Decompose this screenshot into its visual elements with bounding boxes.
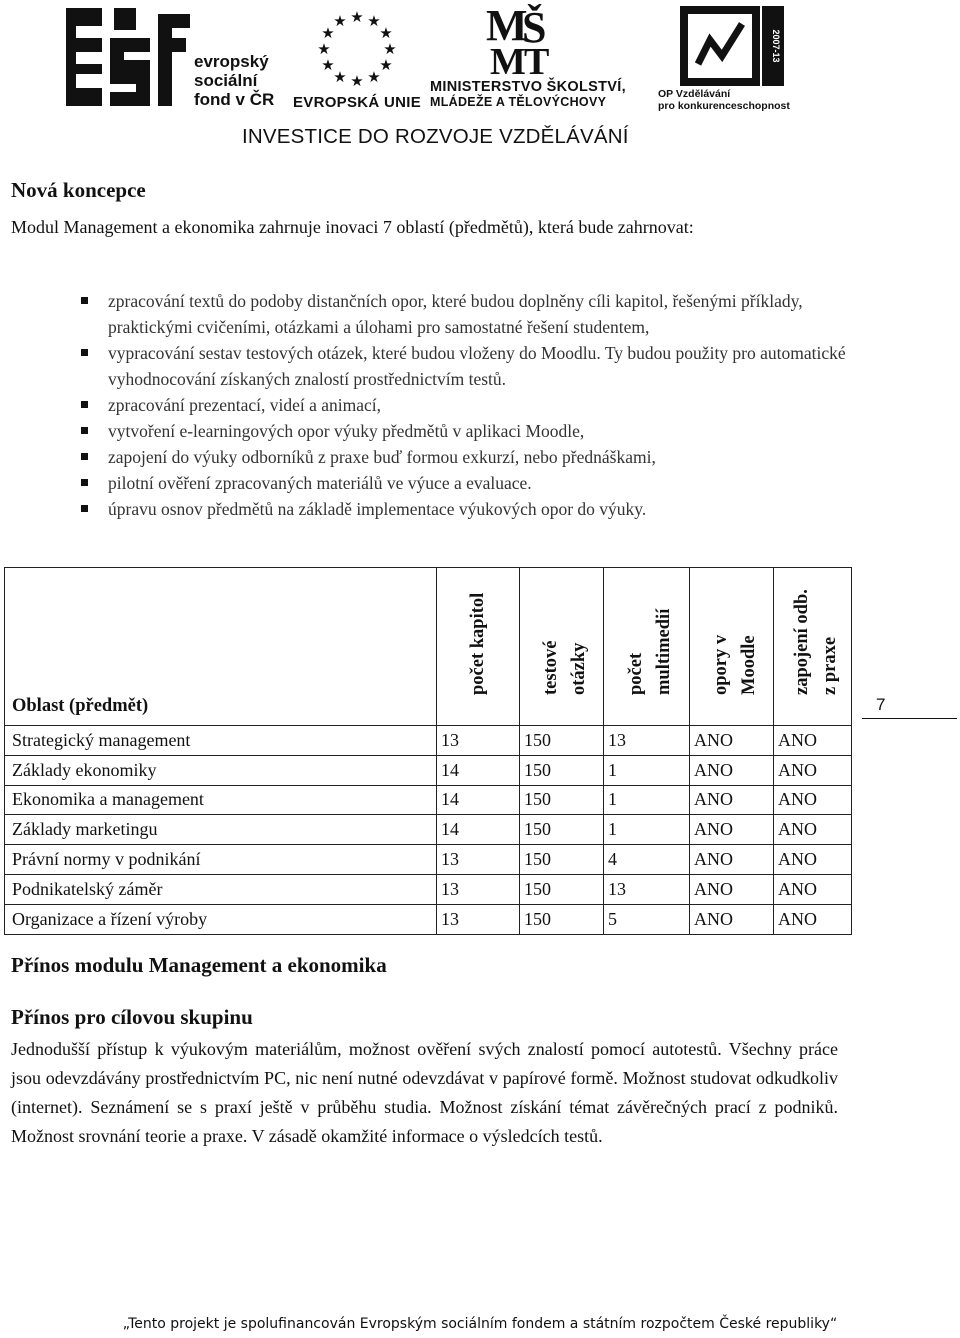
- list-item: [78, 392, 848, 418]
- cell-kapitol: 13: [437, 845, 520, 875]
- cell-zapojeni: ANO: [774, 785, 852, 815]
- cell-zapojeni: ANO: [774, 845, 852, 875]
- page-number-rule: [862, 718, 957, 719]
- section-title-prinos-modulu: Přínos modulu Management a ekonomika: [11, 953, 387, 977]
- list-item-text: vypracování sestav testových otázek, které budou vloženy do Moodlu. Ty budou použity pro automatické vyhodnocování získaných znalostí prostřednictvím testů.: [108, 343, 846, 389]
- benefit-paragraph: Jednodušší přístup k výukovým materiálům, možnost ověření svých znalostí pomocí autotestů. Všechny práce jsou odevzdávány prostřednictvím PC, nic není nutné odevzdávat v papírové formě. Možnost studovat odkudkoliv (internet). Seznámení se s praxí ještě v průběhu studia. Možnost získání témat závěrečných prací z podniků. Možnost srovnání teorie a praxe. V zásadě okamžité informace o výsledcích testů.: [11, 1039, 838, 1146]
- header-pocet-multimedii: [604, 568, 690, 726]
- intro-paragraph: Modul Management a ekonomika zahrnuje inovaci 7 oblastí (předmětů), která bude zahrnovat:: [11, 217, 694, 237]
- section-subtitle-cilova-skupina: Přínos pro cílovou skupinu: [11, 1005, 253, 1029]
- footer-note: „Tento projekt je spolufinancován Evropským sociálním fondem a státním rozpočtem České republiky“: [122, 1316, 838, 1332]
- opvk-text: [658, 88, 808, 112]
- bullet-square-icon: [81, 297, 88, 304]
- msmt-text: [430, 79, 655, 109]
- cell-testove: 150: [520, 904, 604, 934]
- cell-opory: ANO: [690, 904, 774, 934]
- bullet-square-icon: [81, 505, 88, 512]
- cell-opory: ANO: [690, 755, 774, 785]
- cell-testove: 150: [520, 755, 604, 785]
- esf-logo: [66, 8, 286, 108]
- header-logos: [0, 0, 960, 160]
- bullet-square-icon: [81, 349, 88, 356]
- list-item: [78, 340, 848, 392]
- cell-zapojeni: ANO: [774, 755, 852, 785]
- msmt-line2: MLÁDEŽE A TĚLOVÝCHOVY: [430, 95, 607, 109]
- cell-opory: ANO: [690, 726, 774, 756]
- cell-multimedia: 1: [604, 755, 690, 785]
- cell-kapitol: 14: [437, 755, 520, 785]
- list-item: [78, 496, 848, 522]
- list-item-text: pilotní ověření zpracovaných materiálů ve výuce a evaluace.: [108, 473, 532, 493]
- table-row: [5, 815, 852, 845]
- table-row: [5, 755, 852, 785]
- list-item: [78, 418, 848, 444]
- table-row: [5, 904, 852, 934]
- svg-text:★: ★: [383, 40, 397, 58]
- header-oblast: Oblast (předmět): [5, 568, 437, 726]
- cell-opory: ANO: [690, 845, 774, 875]
- cell-subject: Právní normy v podnikání: [5, 845, 437, 875]
- msmt-logo: [430, 4, 655, 108]
- list-item-text: zpracování prezentací, videí a animací,: [108, 395, 382, 415]
- cell-subject: Základy marketingu: [5, 815, 437, 845]
- svg-text:T: T: [524, 41, 550, 76]
- list-item: [78, 288, 848, 340]
- cell-multimedia: 5: [604, 904, 690, 934]
- svg-text:★: ★: [379, 24, 393, 42]
- cell-testove: 150: [520, 845, 604, 875]
- opvk-logo: [658, 4, 808, 112]
- svg-text:★: ★: [350, 72, 364, 90]
- svg-text:★: ★: [333, 12, 347, 30]
- table-row: [5, 874, 852, 904]
- cell-subject: Ekonomika a management: [5, 785, 437, 815]
- svg-text:M: M: [490, 41, 526, 76]
- svg-text:★: ★: [333, 68, 347, 86]
- esf-mark-icon: [66, 8, 191, 108]
- opvk-mark-icon: [658, 4, 808, 86]
- bullet-square-icon: [81, 453, 88, 460]
- cell-opory: ANO: [690, 785, 774, 815]
- svg-text:★: ★: [379, 56, 393, 74]
- header-testove-otazky: [520, 568, 604, 726]
- subjects-table: [4, 567, 852, 935]
- list-item: [78, 470, 848, 496]
- bullet-square-icon: [81, 401, 88, 408]
- header-text: opory v: [710, 634, 731, 695]
- header-text: otázky: [568, 642, 589, 695]
- cell-zapojeni: ANO: [774, 874, 852, 904]
- cell-opory: ANO: [690, 815, 774, 845]
- header-text: zapojení odb.: [791, 589, 812, 695]
- cell-multimedia: 13: [604, 726, 690, 756]
- opvk-line2: pro konkurenceschopnost: [658, 100, 790, 112]
- svg-text:★: ★: [367, 68, 381, 86]
- msmt-mark-icon: [430, 4, 655, 76]
- tagline: INVESTICE DO ROZVOJE VZDĚLÁVÁNÍ: [242, 125, 629, 148]
- header-text: z praxe: [819, 636, 840, 695]
- header-text: testové: [540, 640, 561, 695]
- esf-line1: evropský: [194, 52, 269, 71]
- eu-label: EVROPSKÁ UNIE: [292, 94, 422, 111]
- table-header-row: [5, 568, 852, 726]
- table-row: [5, 785, 852, 815]
- section-title-nova-koncepce: Nová koncepce: [11, 178, 146, 202]
- svg-text:M: M: [486, 4, 528, 50]
- cell-kapitol: 13: [437, 726, 520, 756]
- table-row: [5, 845, 852, 875]
- svg-text:★: ★: [350, 8, 364, 26]
- cell-kapitol: 13: [437, 904, 520, 934]
- opvk-years: 2007-13: [771, 29, 781, 63]
- cell-kapitol: 14: [437, 785, 520, 815]
- list-item-text: úpravu osnov předmětů na základě implementace výukových opor do výuky.: [108, 499, 647, 519]
- cell-multimedia: 1: [604, 785, 690, 815]
- header-text: počet kapitol: [468, 592, 488, 695]
- cell-testove: 150: [520, 785, 604, 815]
- cell-multimedia: 1: [604, 815, 690, 845]
- cell-zapojeni: ANO: [774, 726, 852, 756]
- bullet-square-icon: [81, 479, 88, 486]
- header-zapojeni-odb: [774, 568, 852, 726]
- msmt-line1: MINISTERSTVO ŠKOLSTVÍ,: [430, 79, 626, 95]
- cell-testove: 150: [520, 815, 604, 845]
- header-text: multimedií: [653, 608, 674, 695]
- esf-text: [194, 52, 274, 109]
- list-item-text: zpracování textů do podoby distančních opor, které budou doplněny cíli kapitol, řešenými příklady, praktickými cvičeními, otázkami a úlohami pro samostatné řešení studentem,: [108, 291, 803, 337]
- bullet-square-icon: [81, 427, 88, 434]
- eu-logo: [292, 8, 422, 111]
- list-item: [78, 444, 848, 470]
- header-text: Moodle: [738, 635, 759, 695]
- svg-text:Š: Š: [522, 4, 547, 52]
- cell-kapitol: 13: [437, 874, 520, 904]
- opvk-line1: OP Vzdělávání: [658, 88, 731, 100]
- esf-line2: sociální: [194, 71, 258, 90]
- cell-zapojeni: ANO: [774, 904, 852, 934]
- header-text: počet: [625, 652, 646, 695]
- table-row: [5, 726, 852, 756]
- cell-multimedia: 13: [604, 874, 690, 904]
- cell-testove: 150: [520, 874, 604, 904]
- cell-opory: ANO: [690, 874, 774, 904]
- cell-subject: Organizace a řízení výroby: [5, 904, 437, 934]
- cell-kapitol: 14: [437, 815, 520, 845]
- list-item-text: zapojení do výuky odborníků z praxe buď formou exkurzí, nebo přednáškami,: [108, 447, 656, 467]
- bullet-list: [78, 288, 848, 522]
- esf-line3: fond v ČR: [194, 90, 275, 109]
- cell-subject: Strategický management: [5, 726, 437, 756]
- cell-testove: 150: [520, 726, 604, 756]
- cell-zapojeni: ANO: [774, 815, 852, 845]
- page-number: 7: [876, 695, 886, 714]
- list-item-text: vytvoření e-learningových opor výuky předmětů v aplikaci Moodle,: [108, 421, 585, 441]
- svg-text:★: ★: [317, 40, 331, 58]
- svg-text:★: ★: [321, 24, 335, 42]
- eu-flag-icon: [292, 8, 422, 92]
- cell-subject: Základy ekonomiky: [5, 755, 437, 785]
- header-pocet-kapitol: [437, 568, 520, 726]
- svg-text:★: ★: [367, 12, 381, 30]
- svg-text:★: ★: [321, 56, 335, 74]
- header-opory-v-moodle: [690, 568, 774, 726]
- cell-subject: Podnikatelský záměr: [5, 874, 437, 904]
- cell-multimedia: 4: [604, 845, 690, 875]
